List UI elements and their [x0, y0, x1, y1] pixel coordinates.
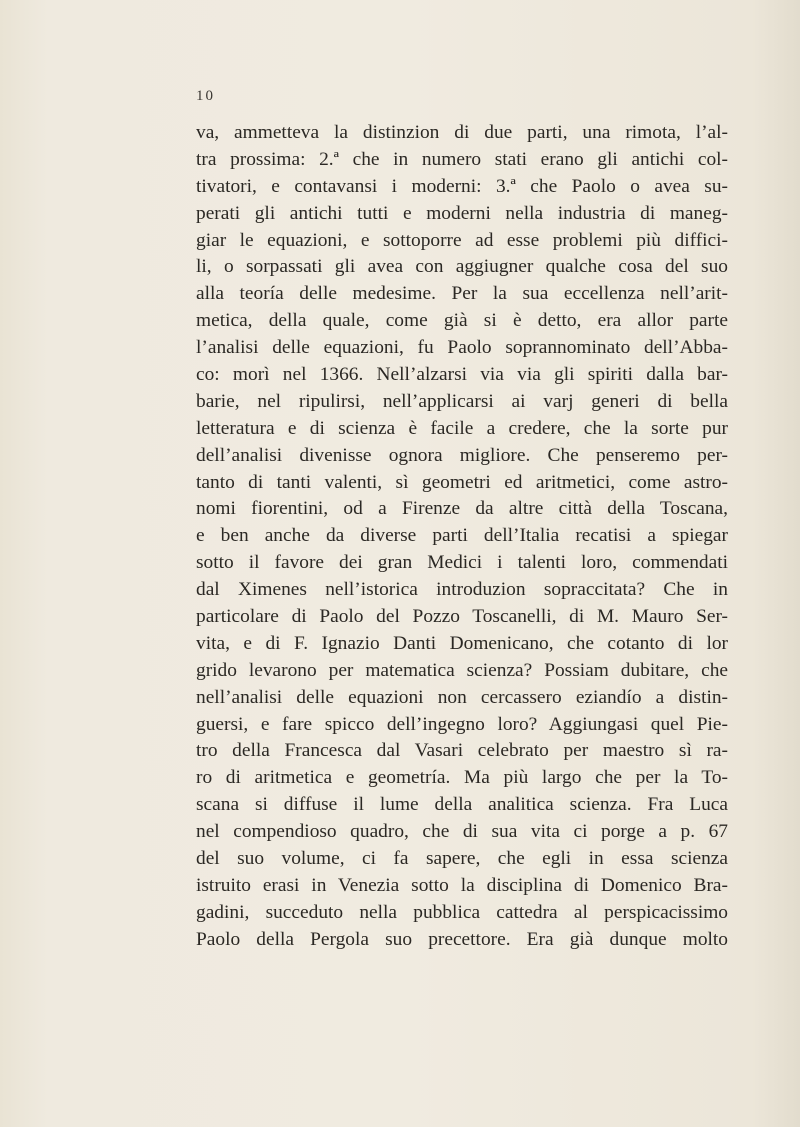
text-line: vita, e di F. Ignazio Danti Domenicano, che cotanto di lor — [196, 632, 728, 654]
text-line: li, o sorpassati gli avea con aggiugner qualche cosa del suo — [196, 256, 728, 278]
text-line: particolare di Paolo del Pozzo Toscanelli, di M. Mauro Ser- — [196, 606, 728, 628]
text-line: tanto di tanti valenti, sì geometri ed aritmetici, come astro- — [196, 471, 728, 493]
text-line: alla teoría delle medesime. Per la sua eccellenza nell’arit- — [196, 283, 728, 305]
text-line: ro di aritmetica e geometría. Ma più largo che per la To- — [196, 767, 728, 789]
text-line: letteratura e di scienza è facile a credere, che la sorte pur — [196, 417, 728, 439]
text-line: istruito erasi in Venezia sotto la disciplina di Domenico Bra- — [196, 874, 728, 896]
body-text — [196, 120, 728, 954]
text-line: va, ammetteva la distinzion di due parti, una rimota, l’al- — [196, 122, 728, 143]
text-line: guersi, e fare spicco dell’ingegno loro? Aggiungasi quel Pie- — [196, 713, 728, 735]
text-line: nomi fiorentini, od a Firenze da altre città della Toscana, — [196, 498, 728, 520]
text-line: perati gli antichi tutti e moderni nella industria di maneg- — [196, 202, 728, 224]
text-line: dell’analisi divenisse ognora migliore. Che penseremo per- — [196, 444, 728, 466]
text-line: nell’analisi delle equazioni non cercassero eziandío a distin- — [196, 686, 728, 708]
text-line: grido levarono per matematica scienza? Possiam dubitare, che — [196, 659, 728, 681]
text-line: tivatori, e contavansi i moderni: 3.ª che Paolo o avea su- — [196, 175, 728, 197]
text-line: dal Ximenes nell’istorica introduzion sopraccitata? Che in — [196, 579, 728, 601]
text-line: nel compendioso quadro, che di sua vita ci porge a p. 67 — [196, 821, 728, 843]
text-line: del suo volume, ci fa sapere, che egli in essa scienza — [196, 848, 728, 870]
text-line: metica, della quale, come già si è detto, era allor parte — [196, 310, 728, 332]
text-line: barie, nel ripulirsi, nell’applicarsi ai varj generi di bella — [196, 390, 728, 412]
text-line: sotto il favore dei gran Medici i talenti loro, commendati — [196, 552, 728, 574]
text-line: Paolo della Pergola suo precettore. Era già dunque molto — [196, 928, 728, 950]
text-line: co: morì nel 1366. Nell’alzarsi via via gli spiriti dalla bar- — [196, 364, 728, 386]
text-line: e ben anche da diverse parti dell’Italia recatisi a spiegar — [196, 525, 728, 547]
text-line: tra prossima: 2.ª che in numero stati erano gli antichi col- — [196, 148, 728, 170]
text-line: gadini, succeduto nella pubblica cattedra al perspicacissimo — [196, 901, 728, 923]
text-line: giar le equazioni, e sottoporre ad esse problemi più diffici- — [196, 229, 728, 251]
text-line: l’analisi delle equazioni, fu Paolo soprannominato dell’Abba- — [196, 337, 728, 359]
text-line: scana si diffuse il lume della analitica scienza. Fra Luca — [196, 794, 728, 816]
page-number: 10 — [196, 88, 215, 104]
text-line: tro della Francesca dal Vasari celebrato per maestro sì ra- — [196, 740, 728, 762]
